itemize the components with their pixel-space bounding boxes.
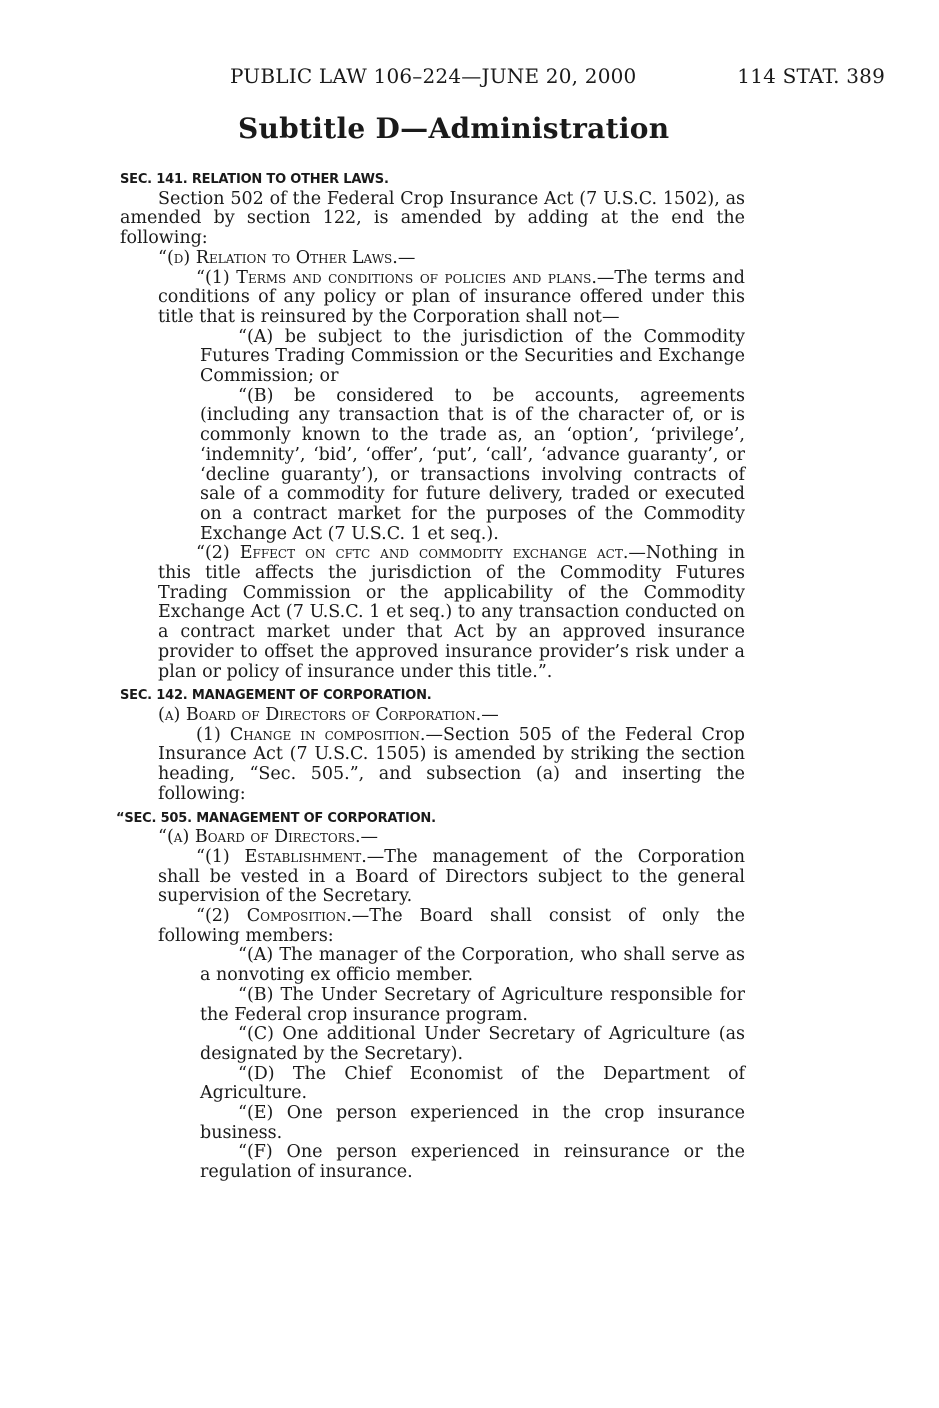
member-d: “(D) The Chief Economist of the Department of Agriculture. xyxy=(200,1063,745,1104)
section-505-paragraph-2-label: “(2) Composition. xyxy=(196,906,352,927)
member-e: “(E) One person experienced in the crop insurance business. xyxy=(200,1103,745,1143)
section-505-heading: “SEC. 505. MANAGEMENT OF CORPORATION. xyxy=(116,810,436,826)
running-head xyxy=(0,64,939,94)
member-a: “(A) The manager of the Corporation, who shall serve as a nonvoting ex officio member. xyxy=(200,945,745,986)
subtitle-heading: Subtitle D—Administration xyxy=(238,112,670,145)
member-b: “(B) The Under Secretary of Agriculture responsible for the Federal crop insurance program. xyxy=(200,984,745,1025)
paragraph-2-text: —Nothing in this title affects the jurisdiction of the Commodity Futures Trading Commission or the applicability of the Commodity Exchange Act (7 U.S.C. 1 et seq.) to any transaction conducted on a contract market under that Act by an approved insurance provider to offset the approved insurance provider’s risk under a plan or policy of insurance under this title.”. xyxy=(158,543,746,682)
section-142-paragraph-1 xyxy=(120,726,745,805)
section-505-paragraph-1-text: —The management of the Corporation shall be vested in a Board of Directors subject to the general supervision of the Secretary. xyxy=(158,846,745,907)
section-142-paragraph-1-label: (1) Change in composition. xyxy=(196,724,426,745)
member-f: “(F) One person experienced in reinsurance or the regulation of insurance. xyxy=(200,1142,745,1183)
stat-reference: 114 STAT. 389 xyxy=(737,64,885,88)
section-142-paragraph-1-text: —Section 505 of the Federal Crop Insurance Act (7 U.S.C. 1505) is amended by striking the section heading, “Sec. 505.”, and subsection (a) and inserting the following: xyxy=(158,724,745,804)
paragraph-2 xyxy=(120,544,745,682)
paragraph-1-text: —The terms and conditions of any policy or plan of insurance offered under this title that is reinsured by the Corporation shall not— xyxy=(158,267,745,327)
paragraph-2-label: “(2) Effect on cftc and commodity exchange act. xyxy=(196,543,629,564)
subsection-d-heading: “(d) Relation to Other Laws.— xyxy=(158,247,416,268)
member-c: “(C) One additional Under Secretary of Agriculture (as designated by the Secretary). xyxy=(200,1024,745,1064)
section-505-paragraph-2 xyxy=(120,907,745,946)
body-text xyxy=(116,170,746,1183)
section-505-paragraph-1 xyxy=(120,848,745,907)
section-141-heading: SEC. 141. RELATION TO OTHER LAWS. xyxy=(120,172,389,187)
paragraph-1 xyxy=(120,269,745,328)
subparagraph-a: “(A) be subject to the jurisdiction of the Commodity Futures Trading Commission or the Securities and Exchange Commission; or xyxy=(200,326,745,387)
section-141-intro: Section 502 of the Federal Crop Insurance Act (7 U.S.C. 1502), as amended by section 122, is amended by adding at the end the following: xyxy=(120,188,745,249)
subsection-a-heading: (a) Board of Directors of Corporation.— xyxy=(158,704,499,725)
section-142-heading: SEC. 142. MANAGEMENT OF CORPORATION. xyxy=(120,688,432,704)
subparagraph-b: “(B) be considered to be accounts, agreements (including any transaction that is of the character of, or is commonly known to the trade as, an ‘option’, ‘privilege’, ‘indemnity’, ‘bid’, ‘offer’, ‘put’, ‘call’, ‘advance guaranty’, or ‘decline guaranty’), or transactions involving contracts of sale of a commodity for future delivery, traded or executed on a contract market for the purposes of the Commodity Exchange Act (7 U.S.C. 1 et seq.). xyxy=(200,385,745,544)
paragraph-1-label: “(1) Terms and conditions of policies and plans. xyxy=(196,267,597,288)
running-title: PUBLIC LAW 106–224—JUNE 20, 2000 xyxy=(230,64,637,88)
section-505-paragraph-1-label: “(1) Establishment. xyxy=(196,846,367,867)
section-505-paragraph-2-text: —The Board shall consist of only the following members: xyxy=(158,906,745,946)
section-505-subsection-a-heading: “(a) Board of Directors.— xyxy=(158,827,379,848)
